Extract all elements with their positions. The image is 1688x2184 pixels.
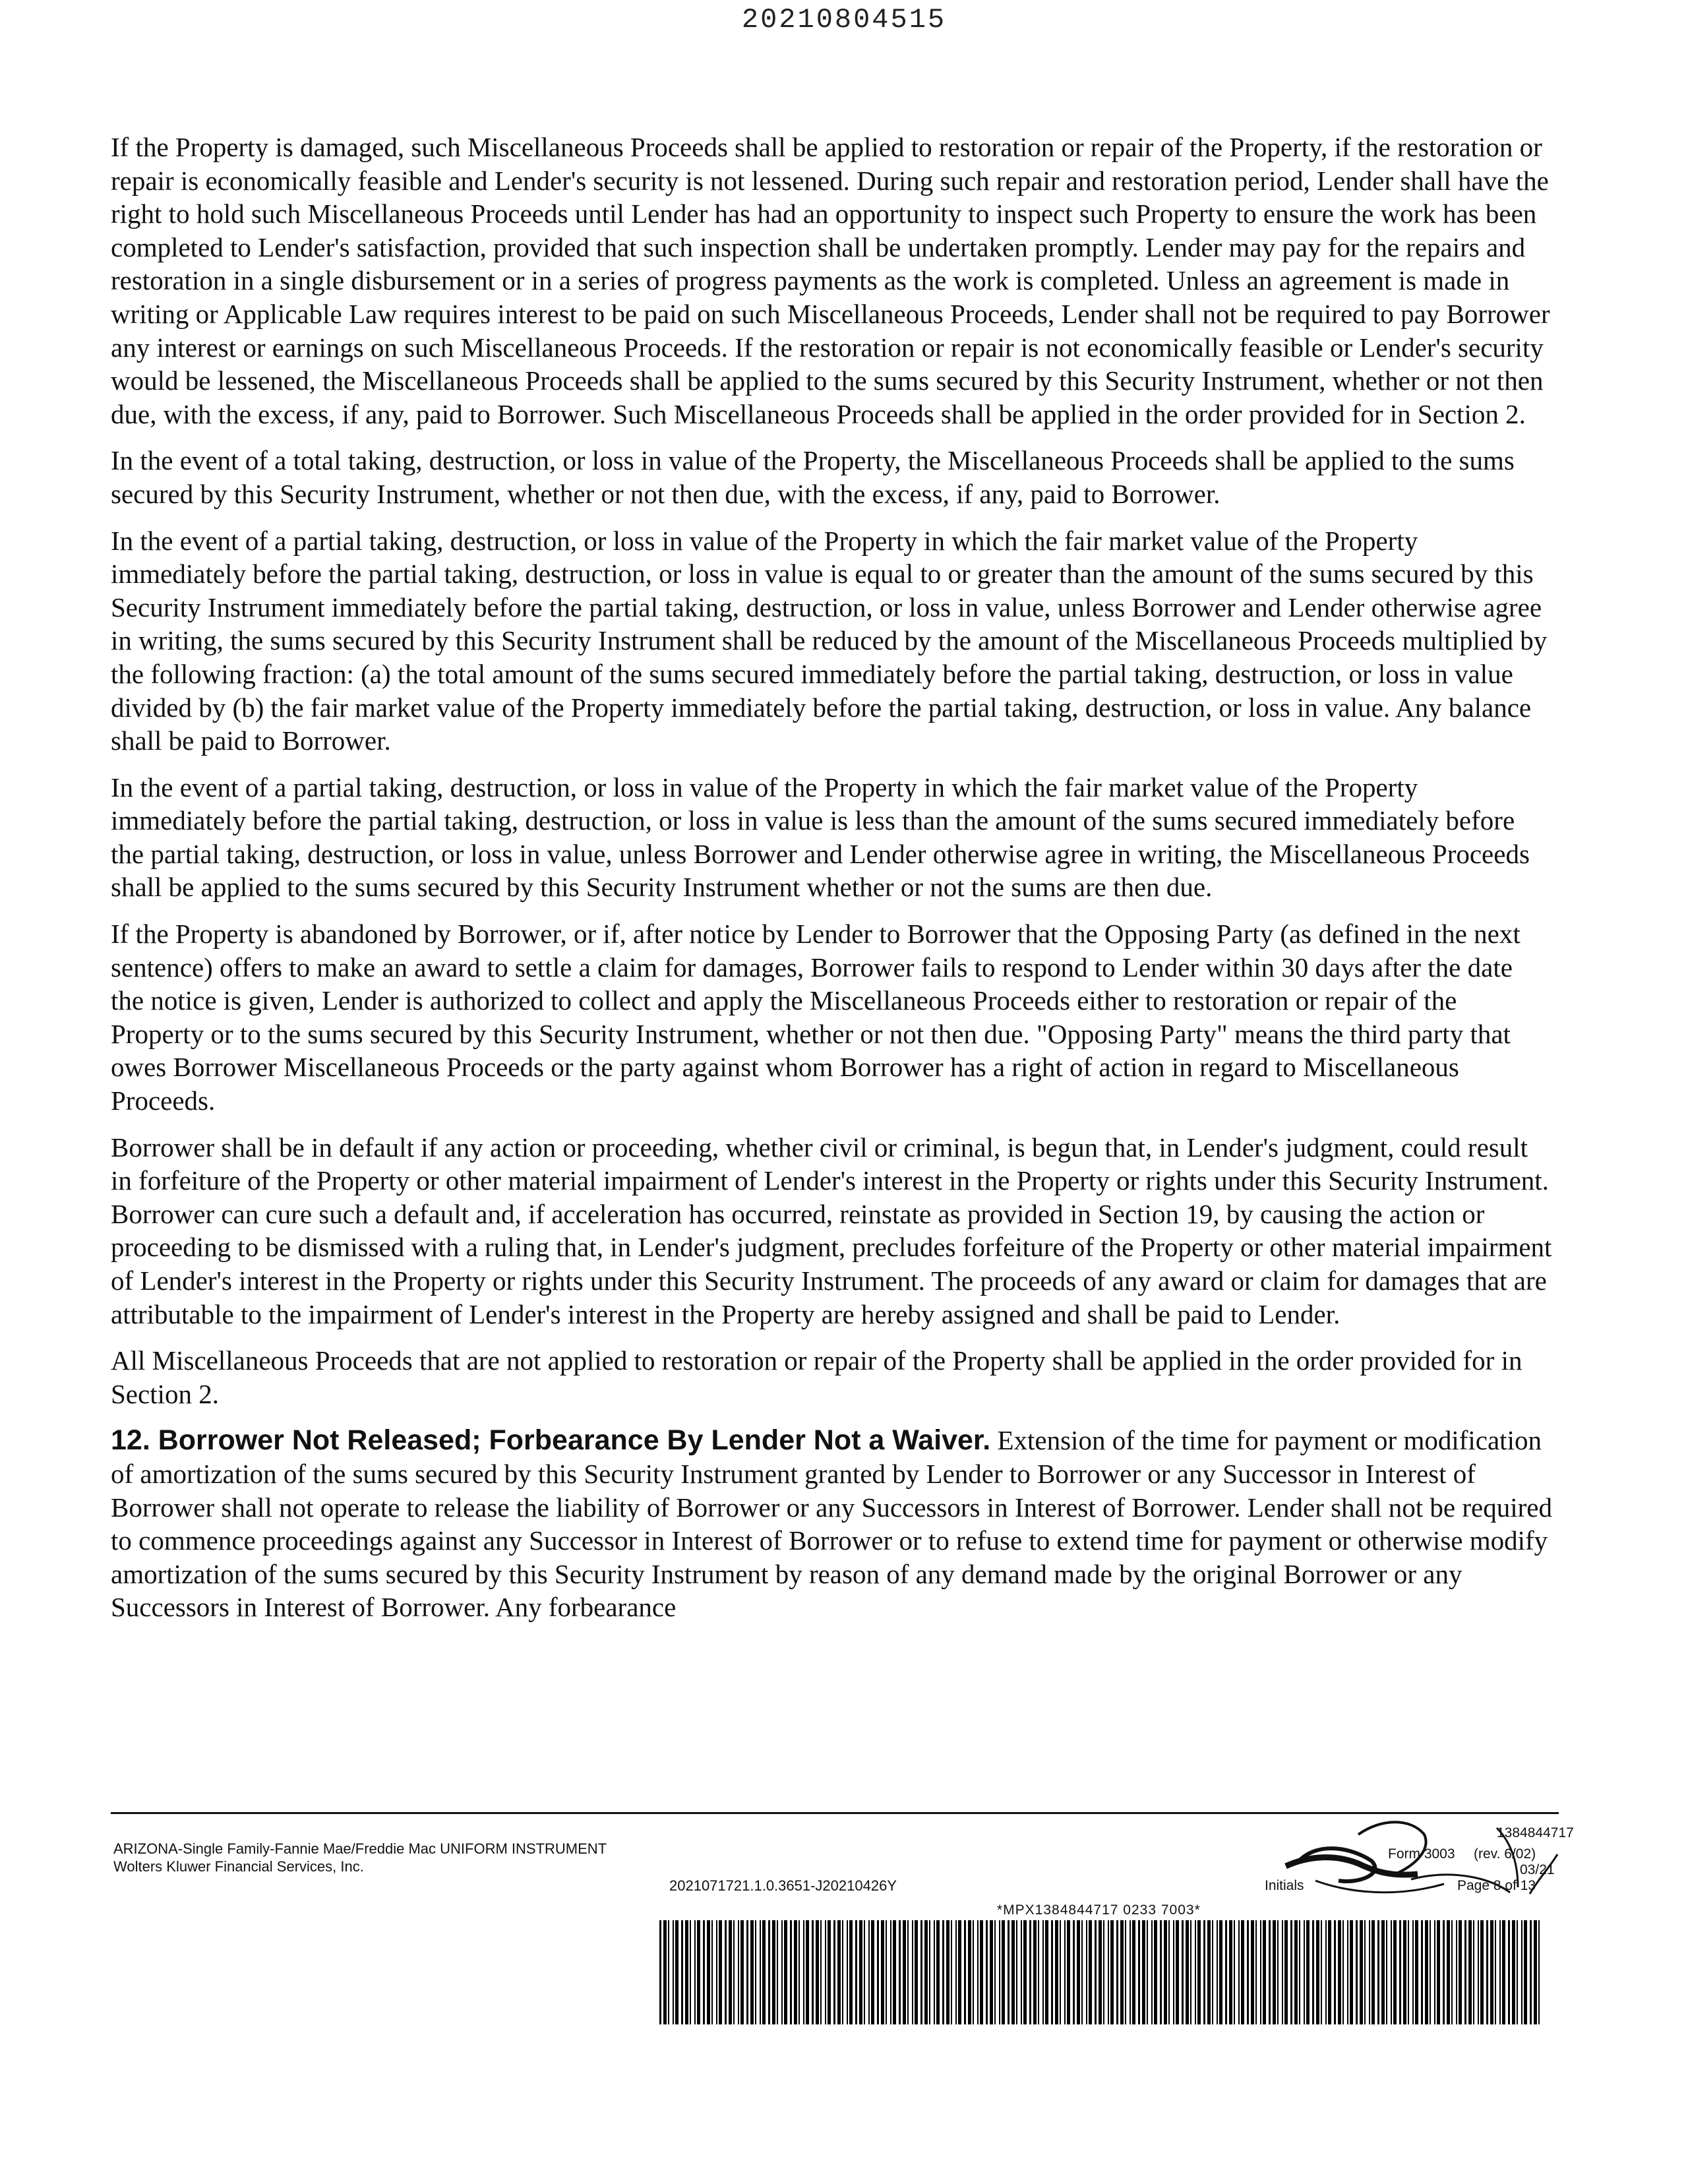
form-publisher: Wolters Kluwer Financial Services, Inc. <box>113 1858 364 1875</box>
paragraph-partial-taking-greater: In the event of a partial taking, destruction, or loss in value of the Property in which the fair market value of the Property immediately before the partial taking, destruction, or loss in value is equal to or greater than the amount of the sums secured by this Security Instrument immediately before the partial taking, destruction, or loss in value, unless Borrower and Lender otherwise agree in writing, the sums secured by this Security Instrument shall be reduced by the amount of the Miscellaneous Proceeds multiplied by the following fraction: (a) the total amount of the sums secured immediately before the partial taking, destruction, or loss in value divided by (b) the fair market value of the Property immediately before the partial taking, destruction, or loss in value. Any balance shall be paid to Borrower. <box>111 525 1548 756</box>
page-number: Page 8 of 13 <box>1457 1878 1536 1893</box>
footer-divider <box>111 1812 1559 1814</box>
document-body <box>111 131 1552 1637</box>
barcode <box>659 1920 1540 2024</box>
revision-date: 03/21 <box>1520 1862 1555 1877</box>
section-12-heading: 12. Borrower Not Released; Forbearance By Lender Not a Waiver. <box>111 1424 991 1457</box>
paragraph-partial-taking-less: In the event of a partial taking, destruction, or loss in value of the Property in which the fair market value of the Property immediately before the partial taking, destruction, or loss in value is less than the amount of the sums secured immediately before the partial taking, destruction, or loss in value, unless Borrower and Lender otherwise agree in writing, the Miscellaneous Proceeds shall be applied to the sums secured by this Security Instrument whether or not the sums are then due. <box>111 772 1530 903</box>
initials-stamp-area <box>1259 1815 1582 1914</box>
paragraph-total-taking: In the event of a total taking, destruction, or loss in value of the Property, the Miscellaneous Proceeds shall be applied to the sums secured by this Security Instrument, whether or not then due, with the excess, if any, paid to Borrower. <box>111 445 1515 509</box>
recording-number: 20210804515 <box>741 4 947 36</box>
paragraph-remaining-proceeds: All Miscellaneous Proceeds that are not applied to restoration or repair of the Property shall be applied in the order provided for in Section 2. <box>111 1345 1522 1409</box>
footer-form-info <box>113 1840 607 1875</box>
paragraph-abandoned-property: If the Property is abandoned by Borrower, or if, after notice by Lender to Borrower that the Opposing Party (as defined in the next sentence) offers to make an award to settle a claim for damages, Borrower fails to respond to Lender within 30 days after the date the notice is given, Lender is authorized to collect and apply the Miscellaneous Proceeds either to restoration or repair of the Property or to the sums secured by this Security Instrument, whether or not then due. "Opposing Party" means the third party that owes Borrower Miscellaneous Proceeds or the party against whom Borrower has a right of action in regard to Miscellaneous Proceeds. <box>111 919 1521 1116</box>
form-number: Form 3003 <box>1388 1846 1455 1862</box>
document-code: 2021071721.1.0.3651-J20210426Y <box>669 1877 897 1894</box>
initials-label: Initials <box>1265 1878 1304 1893</box>
loan-number: 1384844717 <box>1497 1825 1574 1840</box>
paragraph-property-damaged: If the Property is damaged, such Miscellaneous Proceeds shall be applied to restoration or repair of the Property, if the restoration or repair is economically feasible and Lender's security is not lessened. During such repair and restoration period, Lender shall have the right to hold such Miscellaneous Proceeds until Lender has had an opportunity to inspect such Property to ensure the work has been completed to Lender's satisfaction, provided that such inspection shall be undertaken promptly. Lender may pay for the repairs and restoration in a single disbursement or in a series of progress payments as the work is completed. Unless an agreement is made in writing or Applicable Law requires interest to be paid on such Miscellaneous Proceeds, Lender shall not be required to pay Borrower any interest or earnings on such Miscellaneous Proceeds. If the restoration or repair is not economically feasible or Lender's security would be lessened, the Miscellaneous Proceeds shall be applied to the sums secured by this Security Instrument, whether or not then due, with the excess, if any, paid to Borrower. Such Miscellaneous Proceeds shall be applied in the order provided for in Section 2. <box>111 132 1550 429</box>
section-12 <box>111 1424 1552 1624</box>
section-12-text: Extension of the time for payment or modification of amortization of the sums secured by this Security Instrument granted by Lender to Borrower or any Successor in Interest of Borrower shall not operate to release the liability of Borrower or any Successors in Interest of Borrower. Lender shall not be required to commence proceedings against any Successor in Interest of Borrower or to refuse to extend time for payment or otherwise modify amortization of the sums secured by this Security Instrument by reason of any demand made by the original Borrower or any Successors in Interest of Borrower. Any forbearance <box>111 1425 1552 1623</box>
barcode-text: *MPX1384844717 0233 7003* <box>997 1902 1201 1918</box>
paragraph-borrower-default: Borrower shall be in default if any action or proceeding, whether civil or criminal, is begun that, in Lender's judgment, could result in forfeiture of the Property or other material impairment of Lender's interest in the Property or rights under this Security Instrument. Borrower can cure such a default and, if acceleration has occurred, reinstate as provided in Section 19, by causing the action or proceeding to be dismissed with a ruling that, in Lender's judgment, precludes forfeiture of the Property or other material impairment of Lender's interest in the Property or rights under this Security Instrument. The proceeds of any award or claim for damages that are attributable to the impairment of Lender's interest in the Property are hereby assigned and shall be paid to Lender. <box>111 1132 1552 1329</box>
form-revision: (rev. 6/02) <box>1474 1846 1536 1862</box>
form-title: ARIZONA-Single Family-Fannie Mae/Freddie Mac UNIFORM INSTRUMENT <box>113 1840 607 1857</box>
